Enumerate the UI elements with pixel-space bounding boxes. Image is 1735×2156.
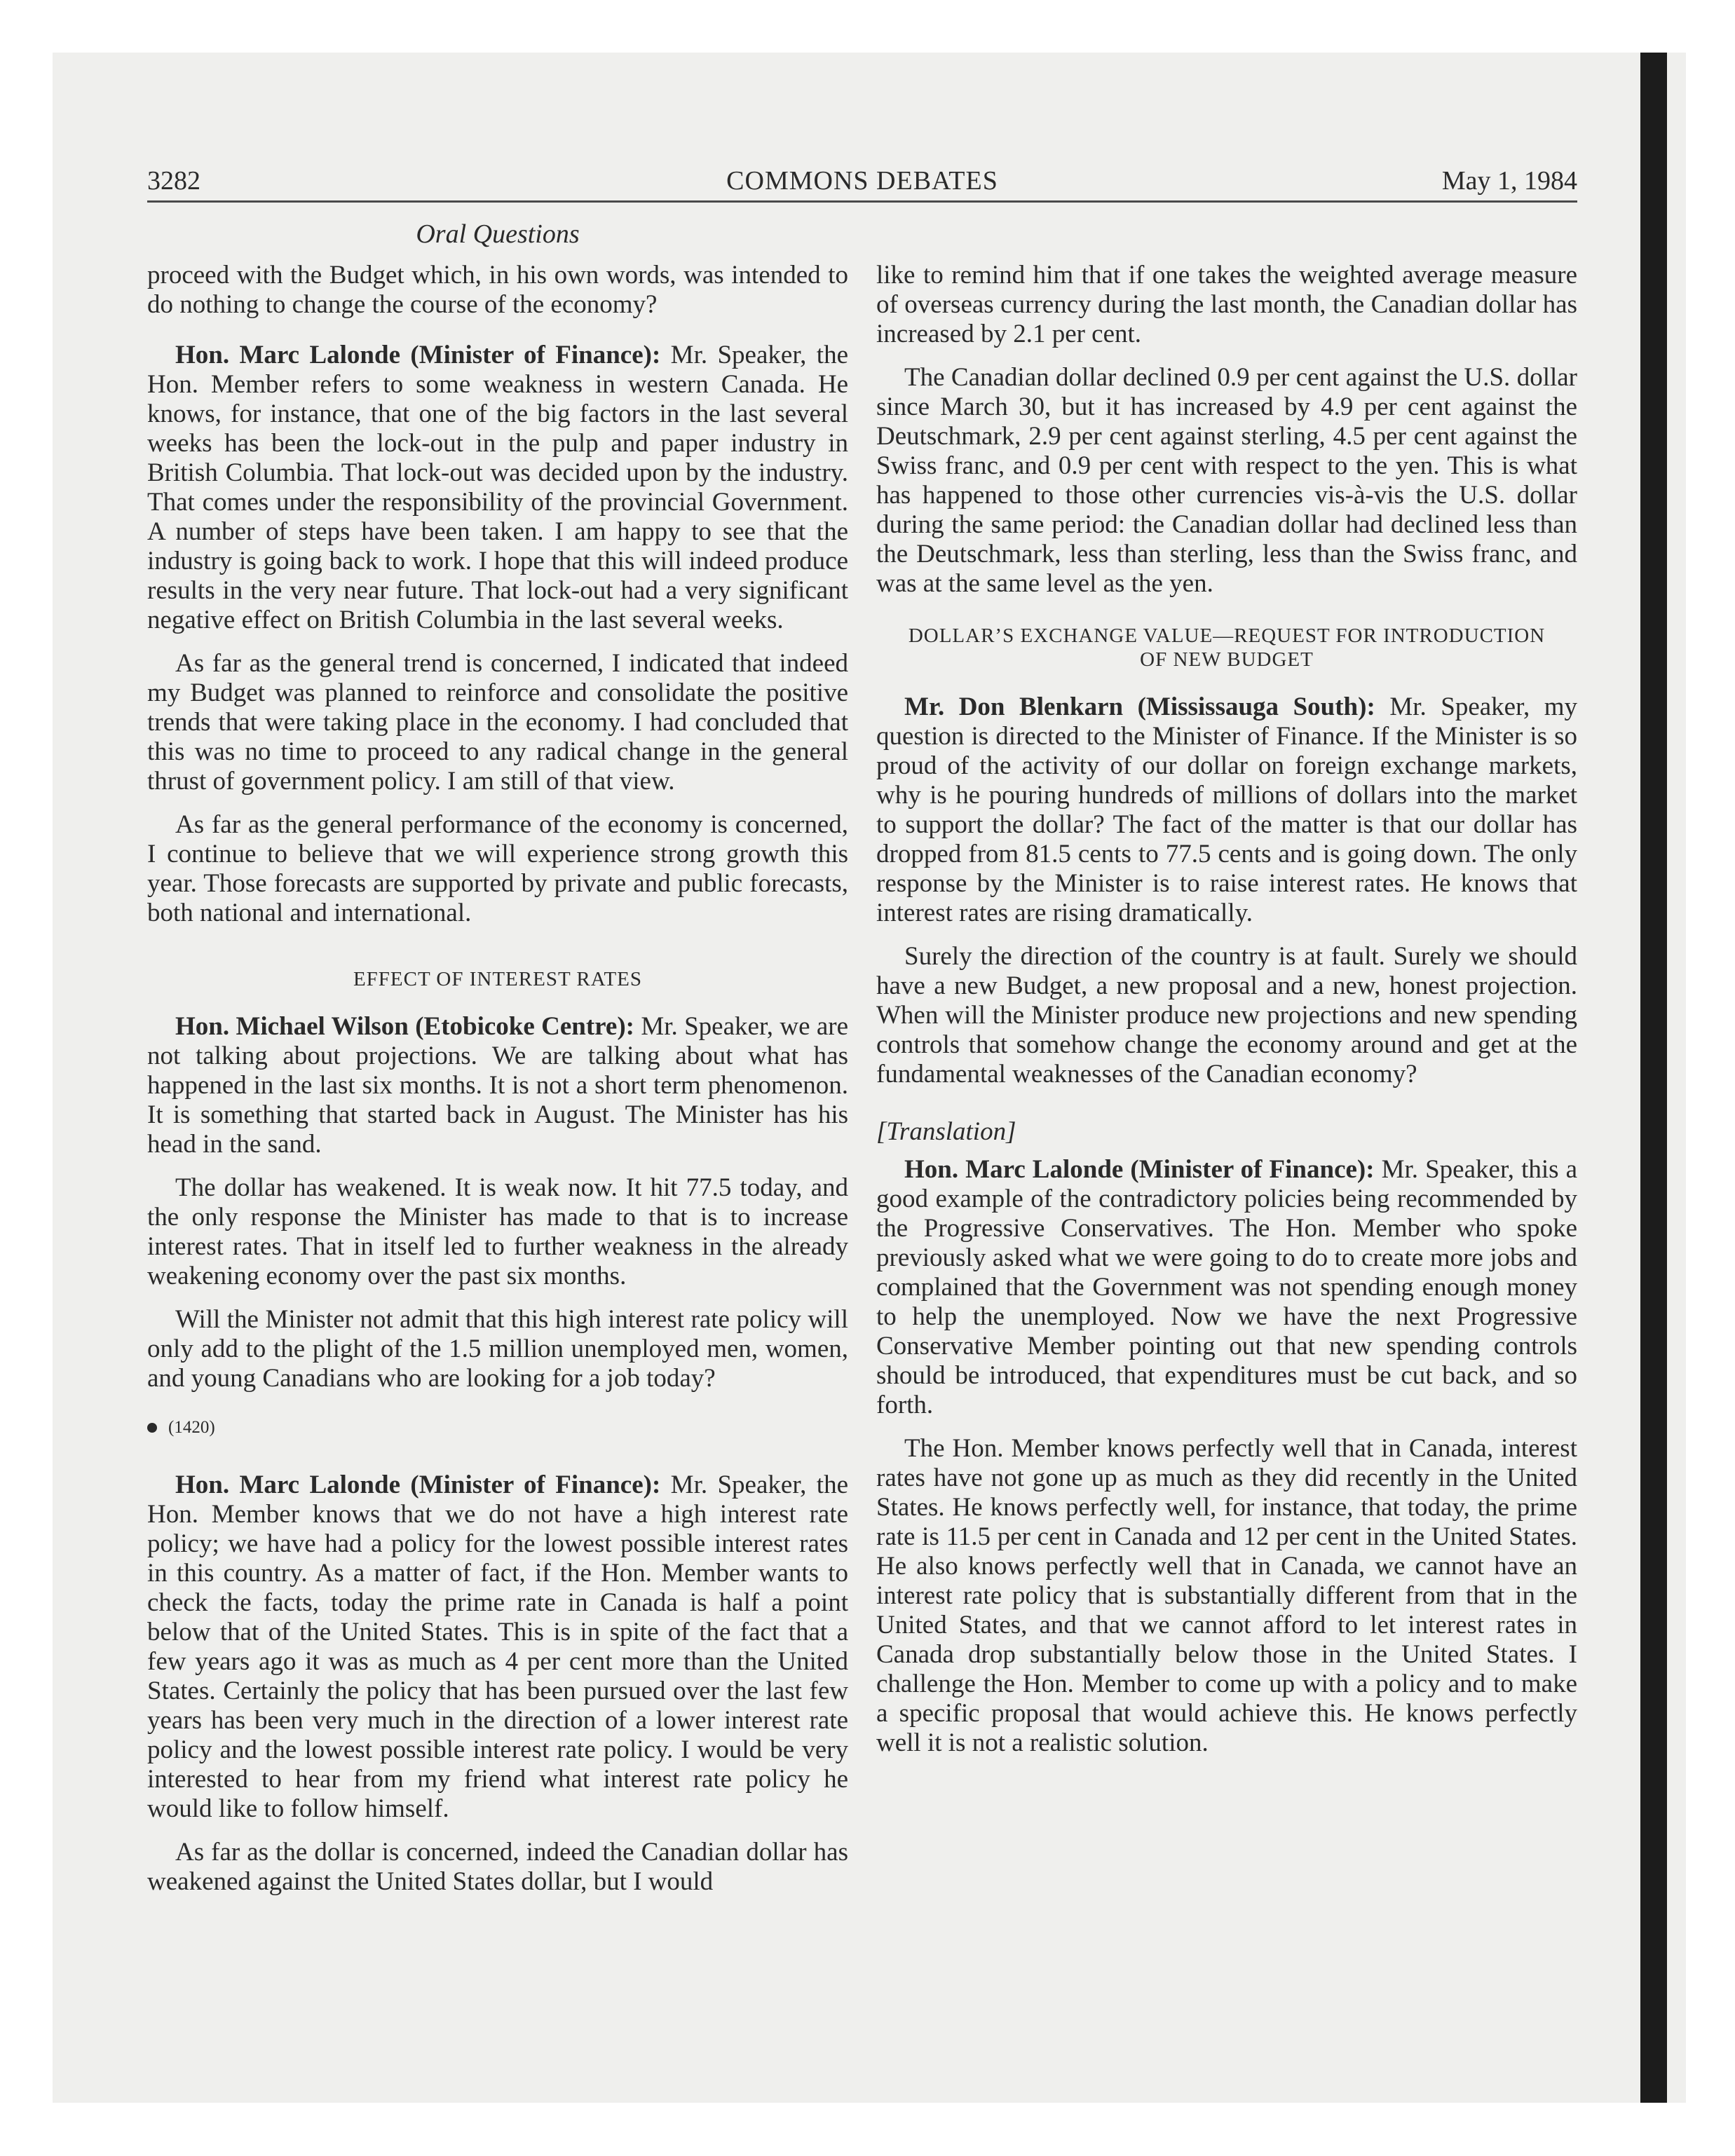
paragraph: The dollar has weakened. It is weak now. It hit 77.5 today, and the only response the Minister has made to that is to increase interest rates. That in itself led to further weakness in the already weakening economy over the past six months. [147,1173,848,1290]
paragraph: As far as the dollar is concerned, indeed the Canadian dollar has weakened against the United States dollar, but I would [147,1838,848,1896]
left-column [147,261,848,1911]
translation-note: [Translation] [876,1117,1016,1146]
speech-text: Mr. Speaker, the Hon. Member refers to some weakness in western Canada. He knows, for instance, that one of the big factors in the last several weeks has been the lock-out in the pulp and paper industry in British Columbia. That lock-out was decided upon by the industry. That comes under the responsibility of the provincial Government. A number of steps have been taken. I am happy to see that the industry is going back to work. I hope that this will indeed produce results in the very near future. That lock-out had a very significant negative effect on British Columbia in the last several weeks. [147,341,848,634]
paragraph: Surely the direction of the country is at fault. Surely we should have a new Budget, a new proposal and a new, honest projection. When will the Minister produce new projections and new spending controls that somehow change the economy around and get at the fundamental weaknesses of the Canadian economy? [876,942,1577,1089]
bullet-icon [147,1423,157,1433]
paragraph: like to remind him that if one takes the weighted average measure of overseas currency during the last month, the Canadian dollar has increased by 2.1 per cent. [876,261,1577,348]
paragraph: The Canadian dollar declined 0.9 per cent against the U.S. dollar since March 30, but it has increased by 4.9 per cent against the Deutschmark, 2.9 per cent against sterling, 4.5 per cent against the Swiss franc, and 0.9 per cent with respect to the yen. This is what has happened to those other currencies vis-à-vis the U.S. dollar during the same period: the Canadian dollar had declined less than the Deutschmark, less than sterling, less than the Swiss franc, and was at the same level as the yen. [876,363,1577,598]
running-head [147,165,1577,203]
right-column [876,261,1577,1772]
speech-text: Mr. Speaker, this a good example of the contradictory policies being recommended by the Progressive Conservatives. The Hon. Member who spoke previously asked what we were going to do to create more jobs and complained that the Government was not spending enough money to help the unemployed. Now we have the next Progressive Conservative Member pointing out that new spending controls should be introduced, that expenditures must be cut back, and so forth. [876,1155,1577,1419]
section-label: Oral Questions [416,219,580,249]
page-number: 3282 [147,166,200,196]
scan-edge-shadow [1640,53,1667,2103]
speaker-name: Hon. Marc Lalonde (Minister of Finance): [175,1471,661,1499]
timestamp-text: (1420) [168,1418,215,1437]
paragraph: The Hon. Member knows perfectly well that in Canada, interest rates have not gone up as much as they did recently in the United States. He knows perfectly well, for instance, that today, the prime rate is 11.5 per cent in Canada and 12 per cent in the United States. He also knows perfectly well that in Canada, we cannot have an interest rate policy that is substantially different from that in the United States, and that we cannot afford to let interest rates in Canada drop substantially below those in the United States. I challenge the Hon. Member to come up with a policy and to make a specific proposal that would achieve this. He knows perfectly well it is not a realistic solution. [876,1434,1577,1757]
speaker-name: Mr. Don Blenkarn (Mississauga South): [904,692,1375,721]
speech-text: Mr. Speaker, my question is directed to the Minister of Finance. If the Minister is so proud of the activity of our dollar on foreign exchange markets, why is he pouring hundreds of millions of dollars into the market to support the dollar? The fact of the matter is that our dollar has dropped from 81.5 cents to 77.5 cents and is going down. The only response by the Minister is to raise interest rates. He knows that interest rates are rising dramatically. [876,692,1577,927]
speaker-name: Hon. Michael Wilson (Etobicoke Centre): [175,1012,634,1041]
section-heading: DOLLAR’S EXCHANGE VALUE—REQUEST FOR INTRODUCTION OF NEW BUDGET [908,625,1546,671]
speaker-name: Hon. Marc Lalonde (Minister of Finance): [904,1155,1375,1184]
speech [876,1155,1577,1420]
page-date: May 1, 1984 [1441,166,1577,196]
speech [876,692,1577,928]
paragraph: proceed with the Budget which, in his own words, was intended to do nothing to change the course of the economy? [147,261,848,319]
speech-text: Mr. Speaker, we are not talking about projections. We are talking about what has happened in the last six months. It is not a short term phenomenon. It is something that started back in August. The Minister has his head in the sand. [147,1012,849,1159]
speech [147,1012,848,1159]
speech-text: Mr. Speaker, the Hon. Member knows that we do not have a high interest rate policy; we have had a policy for the lowest possible interest rates in this country. As a matter of fact, if the Hon. Member wants to check the facts, today the prime rate in Canada is half a point below that of the United States. This is in spite of the fact that a few years ago it was as much as 4 per cent more than the United States. Certainly the policy that has been pursued over the last few years has been very much in the direction of a lower interest rate policy and the lowest possible interest rate policy. I would be very interested to hear from my friend what interest rate policy he would like to follow himself. [147,1471,848,1823]
publication-title: COMMONS DEBATES [726,166,998,196]
speaker-name: Hon. Marc Lalonde (Minister of Finance): [175,341,661,369]
speech [147,1471,848,1824]
paragraph: Will the Minister not admit that this high interest rate policy will only add to the plight of the 1.5 million unemployed men, women, and young Canadians who are looking for a job today? [147,1305,848,1393]
section-heading: EFFECT OF INTEREST RATES [353,968,643,990]
speech [147,341,848,635]
paragraph: As far as the general performance of the economy is concerned, I continue to believe that we will experience strong growth this year. Those forecasts are supported by private and public forecasts, both national and international. [147,810,848,927]
timestamp [147,1413,848,1442]
paragraph: As far as the general trend is concerned, I indicated that indeed my Budget was planned to reinforce and consolidate the positive trends that were taking place in the economy. I had concluded that this was no time to proceed to any radical change in the general thrust of government policy. I am still of that view. [147,649,848,796]
